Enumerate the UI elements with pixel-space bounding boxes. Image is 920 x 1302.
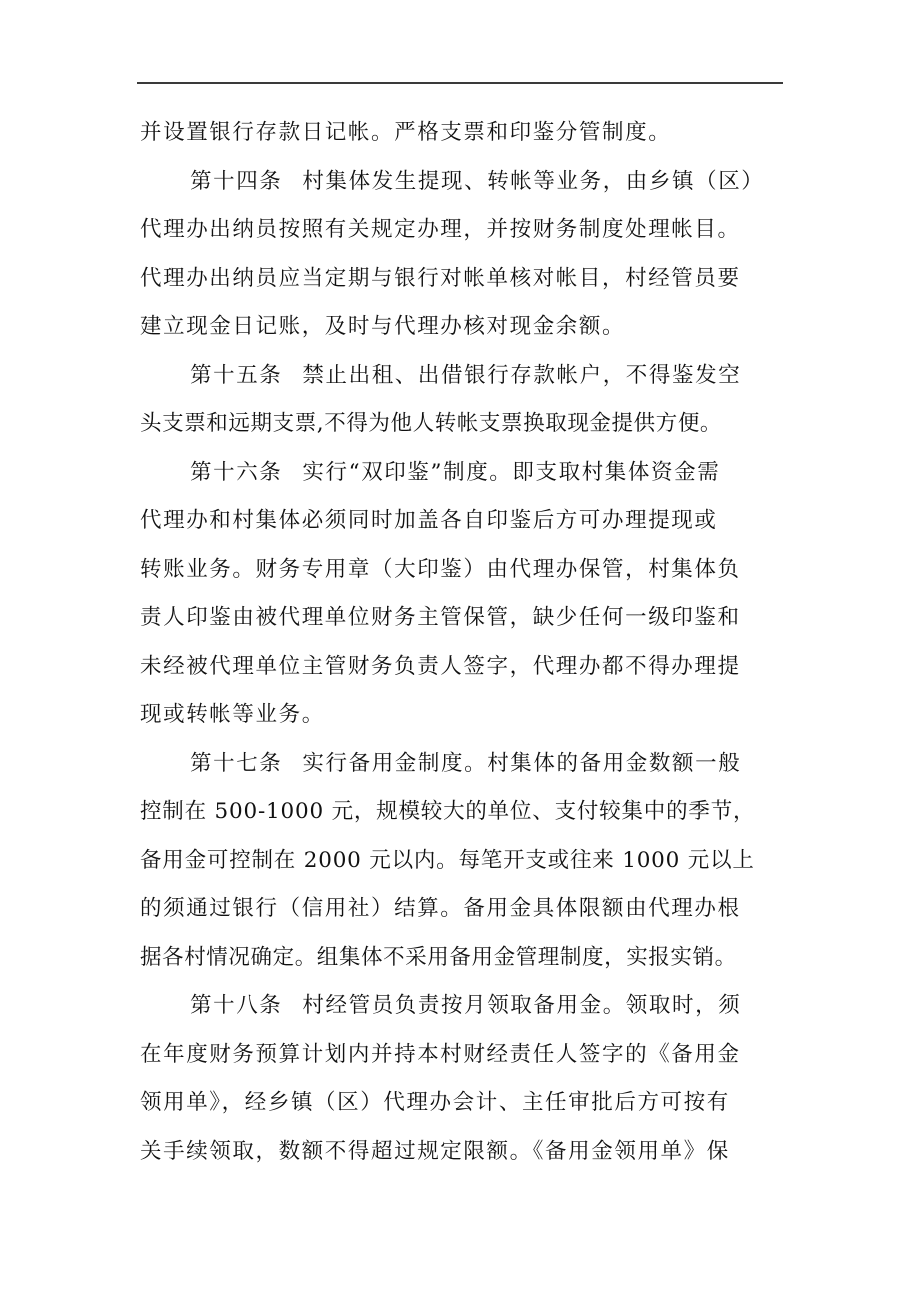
line-text: 关手续领取，数额不得超过规定限额。《备用金领用单》保 (140, 1138, 730, 1164)
text-line (140, 837, 784, 886)
text-line (140, 546, 784, 595)
text-line (140, 885, 784, 934)
line-text: 备用金可控制在 2000 元以内。每笔开支或往来 1000 元以上 (140, 847, 755, 873)
line-text: 建立现金日记账，及时与代理办核对现金余额。 (140, 314, 626, 339)
text-line (140, 1079, 784, 1128)
article-number: 第十八条 (190, 993, 283, 1018)
text-line (140, 400, 784, 449)
text-line (140, 643, 784, 692)
line-text: 领用单》，经乡镇（区）代理办会计、主任审批后方可按有 (140, 1090, 730, 1115)
text-line (140, 206, 784, 255)
line-text: 未经被代理单位主管财务负责人签字，代理办都不得办理提 (140, 653, 741, 679)
line-text: 在年度财务预算计划内并持本村财经责任人签字的《备用金 (140, 1041, 741, 1067)
text-line (140, 497, 784, 546)
line-text: 现或转帐等业务。 (140, 702, 325, 727)
line-text: 代理办和村集体必须同时加盖各自印鉴后方可办理提现或 (140, 508, 718, 533)
article-number: 第十七条 (190, 750, 283, 776)
text-line (140, 1128, 784, 1177)
line-text: 转账业务。财务专用章（大印鉴）由代理办保管，村集体负 (140, 556, 741, 582)
article-number: 第十五条 (190, 362, 283, 388)
line-text: 村经管员负责按月领取备用金。领取时，须 (302, 993, 742, 1018)
text-line (140, 691, 784, 740)
article-17-heading-line (140, 740, 784, 789)
header-rule (137, 82, 783, 84)
line-text: 的须通过银行（信用社）结算。备用金具体限额由代理办根 (140, 896, 741, 921)
article-18-heading-line (140, 982, 784, 1031)
line-text: 控制在 500-1000 元，规模较大的单位、支付较集中的季节， (140, 799, 756, 824)
line-text: 代理办出纳员按照有关规定办理，并按财务制度处理帐目。 (140, 217, 741, 242)
article-14-heading-line (140, 158, 784, 207)
text-line (140, 788, 784, 837)
text-line (140, 255, 784, 304)
line-text: 村集体发生提现、转帐等业务，由乡镇（区） (302, 168, 765, 194)
text-line (140, 594, 784, 643)
article-number: 第十四条 (190, 168, 283, 194)
line-text: 禁止出租、出借银行存款帐户，不得鉴发空 (302, 362, 742, 388)
line-text: 实行备用金制度。村集体的备用金数额一般 (302, 750, 742, 776)
text-line (140, 934, 784, 983)
article-number: 第十六条 (190, 459, 283, 485)
text-line (140, 109, 784, 158)
document-body (140, 109, 784, 1176)
line-text: 头支票和远期支票,不得为他人转帐支票换取现金提供方便。 (140, 411, 723, 436)
line-text: 责人印鉴由被代理单位财务主管保管，缺少任何一级印鉴和 (140, 605, 741, 630)
line-text: 代理办出纳员应当定期与银行对帐单核对帐目，村经管员要 (140, 265, 741, 291)
article-15-heading-line (140, 352, 784, 401)
line-text: 实行“双印鉴”制度。即支取村集体资金需 (302, 459, 721, 485)
line-text: 据各村情况确定。组集体不采用备用金管理制度，实报实销。 (140, 944, 737, 970)
text-line (140, 303, 784, 352)
text-line (140, 1031, 784, 1080)
line-text: 并设置银行存款日记帐。严格支票和印鉴分管制度。 (140, 120, 672, 145)
article-16-heading-line (140, 449, 784, 498)
